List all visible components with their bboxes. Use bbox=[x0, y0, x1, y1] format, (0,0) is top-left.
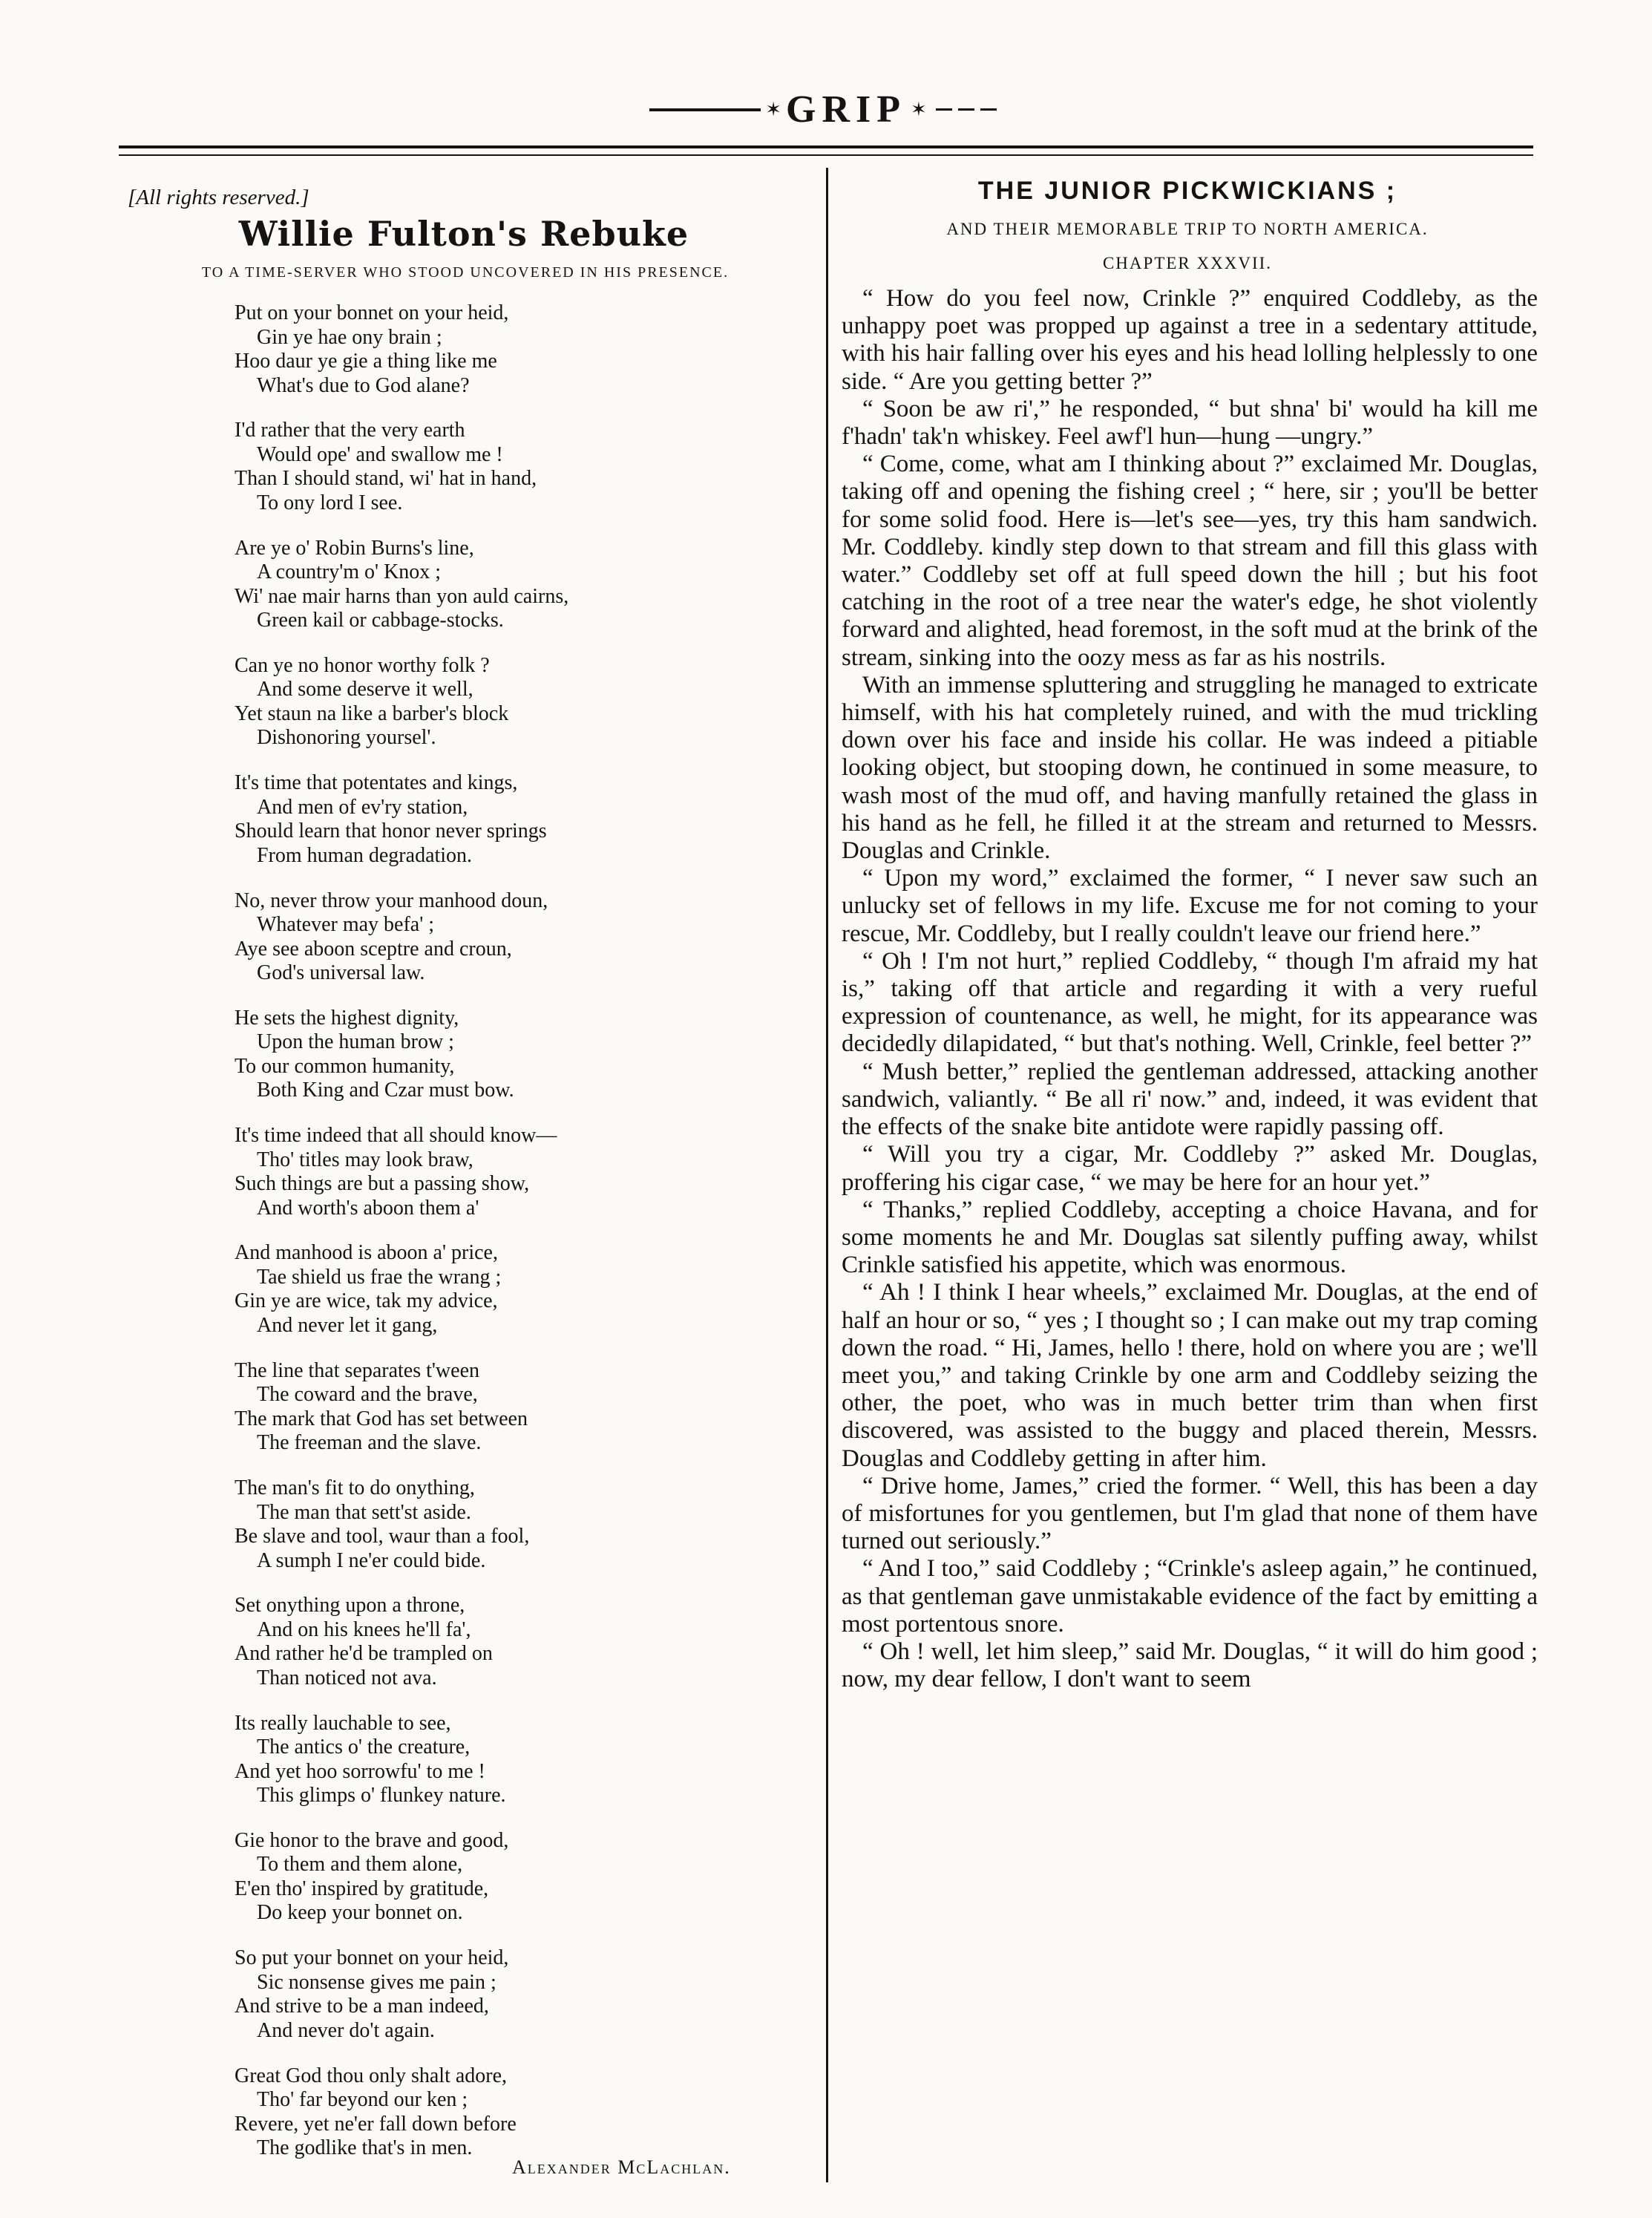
poem-line: Tho' titles may look braw, bbox=[257, 1148, 473, 1171]
poem-line: And men of ev'ry station, bbox=[257, 795, 468, 819]
poem-stanza bbox=[235, 537, 799, 633]
poem-line: Put on your bonnet on your heid, bbox=[235, 301, 509, 324]
poem-line: The coward and the brave, bbox=[257, 1383, 478, 1407]
poem-line: Both King and Czar must bow. bbox=[257, 1079, 514, 1102]
masthead bbox=[0, 88, 1652, 131]
poem-line: Green kail or cabbage-stocks. bbox=[257, 609, 504, 632]
poem-stanza bbox=[235, 771, 799, 868]
poem-stanza bbox=[235, 1241, 799, 1338]
poem-line: Tho' far beyond our ken ; bbox=[257, 2088, 468, 2111]
poem-line: The freeman and the slave. bbox=[257, 1431, 482, 1455]
article-paragraph: “ Oh ! I'm not hurt,” replied Coddleby, “ though I'm afraid my hat is,” taking off that article and regarding it with a very rueful expression of countenance, as well, he might, for its appearance was decidedly dilapidated, “ but that's nothing. Well, Crinkle, feel better ?” bbox=[842, 947, 1538, 1058]
poem-title: Willie Fulton's Rebuke bbox=[238, 214, 689, 254]
poem-stanza bbox=[235, 889, 799, 986]
poem-line: No, never throw your manhood doun, bbox=[235, 889, 548, 912]
poem-stanza bbox=[235, 1712, 799, 1808]
poem-line: Tae shield us frae the wrang ; bbox=[257, 1265, 502, 1289]
poem-line: To them and them alone, bbox=[257, 1853, 463, 1877]
poem-line: E'en tho' inspired by gratitude, bbox=[235, 1877, 489, 1900]
poem-line: Upon the human brow ; bbox=[257, 1030, 454, 1054]
poem-line: Do keep your bonnet on. bbox=[257, 1901, 463, 1925]
poem-line: Whatever may befa' ; bbox=[257, 913, 435, 936]
masthead-rule-left bbox=[649, 108, 761, 111]
poem-line: Gie honor to the brave and good, bbox=[235, 1828, 509, 1852]
poem-line: The mark that God has set between bbox=[235, 1407, 528, 1430]
poem-line: Sic nonsense gives me pain ; bbox=[257, 1970, 496, 1994]
poem-line: Be slave and tool, waur than a fool, bbox=[235, 1525, 530, 1548]
poem-line: Aye see aboon sceptre and croun, bbox=[235, 937, 512, 961]
article-subtitle: AND THEIR MEMORABLE TRIP TO NORTH AMERICA. bbox=[946, 220, 1429, 238]
poem-line: The antics o' the creature, bbox=[257, 1736, 471, 1759]
poem-line: And yet hoo sorrowfu' to me ! bbox=[235, 1759, 485, 1783]
poem-line: Are ye o' Robin Burns's line, bbox=[235, 536, 474, 560]
poem-line: I'd rather that the very earth bbox=[235, 419, 465, 442]
article-paragraph: “ How do you feel now, Crinkle ?” enquired Coddleby, as the unhappy poet was propped up against a tree in a sedentary attitude, with his hair falling over his eyes and his head lolling helplessly to one side. “ Are you getting better ?” bbox=[842, 285, 1538, 395]
article-paragraph: With an immense spluttering and struggling he managed to extricate himself, with his hat completely ruined, and with the mud trickling down over his face and inside his collar. He was indeed a pitiable looking object, but stooping down, he continued in some measure, to wash most of the mud off, and having manfully retained the glass in his hand as he fell, he filled it at the stream and returned to Messrs. Douglas and Crinkle. bbox=[842, 671, 1538, 865]
poem-line: Such things are but a passing show, bbox=[235, 1172, 530, 1196]
poem-stanza bbox=[235, 1124, 799, 1220]
poem-line: Should learn that honor never springs bbox=[235, 820, 547, 843]
poem-stanza bbox=[235, 1359, 799, 1456]
poem-line: And strive to be a man indeed, bbox=[235, 1995, 489, 2018]
header-rule-thick bbox=[119, 145, 1533, 148]
masthead-star-icon: ✶ bbox=[765, 98, 781, 120]
poem-stanza bbox=[235, 301, 799, 398]
poem-stanza bbox=[235, 2064, 799, 2161]
poem-author: Alexander McLachlan. bbox=[512, 2156, 731, 2178]
article-paragraph: “ And I too,” said Coddleby ; “Crinkle's asleep again,” he continued, as that gentleman gave unmistakable evidence of the fact by emitting a most portentous snore. bbox=[842, 1555, 1538, 1638]
poem-line: And never do't again. bbox=[257, 2018, 435, 2042]
poem-line: Would ope' and swallow me ! bbox=[257, 442, 503, 466]
poem-line: The man that sett'st aside. bbox=[257, 1500, 471, 1524]
poem-line: Gin ye hae ony brain ; bbox=[257, 325, 442, 349]
poem-line: Dishonoring yoursel'. bbox=[257, 726, 436, 750]
article-body bbox=[842, 285, 1538, 1693]
article-paragraph: “ Upon my word,” exclaimed the former, “ I never saw such an unlucky set of fellows in my life. Excuse me for not coming to your rescue, Mr. Coddleby, but I really couldn't leave our friend here.” bbox=[842, 865, 1538, 947]
poem-stanza bbox=[235, 1594, 799, 1690]
masthead-rule-right bbox=[936, 108, 1003, 111]
article-paragraph: “ Ah ! I think I hear wheels,” exclaimed Mr. Douglas, at the end of half an hour or so, “ yes ; I thought so ; I can make out my trap coming down the road. “ Hi, James, hello ! there, hold on where you are ; we'll meet you,” and taking Crinkle by one arm and Coddleby seizing the other, the poet, who was in much better trim than when first discovered, was assisted to the buggy and placed therein, Messrs. Douglas and Coddleby getting in after him. bbox=[842, 1279, 1538, 1472]
article-title: THE JUNIOR PICKWICKIANS ; bbox=[977, 177, 1397, 205]
article-paragraph: “ Will you try a cigar, Mr. Coddleby ?” asked Mr. Douglas, proffering his cigar case, “ we may be here for an hour yet.” bbox=[842, 1141, 1538, 1196]
poem-line: Revere, yet ne'er fall down before bbox=[235, 2112, 517, 2136]
poem-dedication: TO A TIME-SERVER WHO STOOD UNCOVERED IN HIS PRESENCE. bbox=[201, 264, 730, 281]
poem-stanza bbox=[235, 654, 799, 750]
poem-stanza bbox=[235, 1829, 799, 1926]
poem-line: And manhood is aboon a' price, bbox=[235, 1241, 498, 1265]
header-rule-thin bbox=[119, 154, 1533, 156]
poem-line: Than I should stand, wi' hat in hand, bbox=[235, 467, 537, 491]
poem-line: So put your bonnet on your heid, bbox=[235, 1946, 509, 1970]
poem-line: This glimps o' flunkey nature. bbox=[257, 1784, 506, 1808]
column-divider bbox=[826, 168, 828, 2182]
article-chapter: CHAPTER XXXVII. bbox=[1102, 254, 1273, 272]
poem-stanza bbox=[235, 1007, 799, 1103]
masthead-star-icon: ✶ bbox=[911, 98, 927, 120]
poem-line: And on his knees he'll fa', bbox=[257, 1617, 471, 1641]
poem-line: And some deserve it well, bbox=[257, 678, 473, 701]
poem-line: Can ye no honor worthy folk ? bbox=[235, 653, 490, 677]
poem-line: From human degradation. bbox=[257, 843, 473, 867]
article-paragraph: “ Mush better,” replied the gentleman addressed, attacking another sandwich, valiantly. “ Be all ri' now.” and, indeed, it was evident that the effects of the snake bite antidote were rapidly passing off. bbox=[842, 1058, 1538, 1141]
poem-line: A country'm o' Knox ; bbox=[257, 560, 442, 584]
poem-line: It's time indeed that all should know— bbox=[235, 1124, 557, 1148]
poem-line: And worth's aboon them a' bbox=[257, 1196, 479, 1220]
poem-line: Great God thou only shalt adore, bbox=[235, 2064, 508, 2087]
poem-line: Than noticed not ava. bbox=[257, 1666, 437, 1689]
article-paragraph: “ Come, come, what am I thinking about ?” exclaimed Mr. Douglas, taking off and opening the fishing creel ; “ here, sir ; you'll be better for some solid food. Here is—let's see—yes, try this ham sandwich. Mr. Coddleby. kindly step down to that stream and fill this glass with water.” Coddleby set off at full speed down the hill ; but his foot catching in the root of a tree near the water's edge, he shot violently forward and alighted, head foremost, in the soft mud at the brink of the stream, sinking into the oozy mess as far as his nostrils. bbox=[842, 451, 1538, 671]
poem-line: He sets the highest dignity, bbox=[235, 1006, 459, 1030]
article-paragraph: “ Drive home, James,” cried the former. “ Well, this has been a day of misfortunes for you gentlemen, but I'm glad that none of them have turned out seriously.” bbox=[842, 1472, 1538, 1555]
poem-line: Yet staun na like a barber's block bbox=[235, 701, 509, 725]
masthead-title: GRIP bbox=[786, 88, 906, 131]
poem-line: The godlike that's in men. bbox=[257, 2136, 473, 2159]
poem-line: It's time that potentates and kings, bbox=[235, 771, 518, 795]
article-paragraph: “ Thanks,” replied Coddleby, accepting a choice Havana, and for some moments he and Mr. Douglas sat silently puffing away, whilst Crinkle satisfied his appetite, which was enormous. bbox=[842, 1196, 1538, 1279]
poem-line: Set onything upon a throne, bbox=[235, 1594, 465, 1617]
poem-line: To our common humanity, bbox=[235, 1054, 455, 1078]
poem-line: Its really lauchable to see, bbox=[235, 1711, 451, 1735]
poem-line: The man's fit to do onything, bbox=[235, 1476, 475, 1499]
poem-line: The line that separates t'ween bbox=[235, 1358, 480, 1382]
poem-stanza bbox=[235, 1946, 799, 2043]
poem-stanza bbox=[235, 1476, 799, 1573]
poem-line: And never let it gang, bbox=[257, 1313, 438, 1337]
article-paragraph: “ Soon be aw ri',” he responded, “ but shna' bi' would ha kill me f'hadn' tak'n whiskey. Feel awf'l hun—hung —ungry.” bbox=[842, 395, 1538, 451]
rights-notice: [All rights reserved.] bbox=[128, 186, 309, 209]
poem-line: Gin ye are wice, tak my advice, bbox=[235, 1289, 498, 1313]
poem-line: What's due to God alane? bbox=[257, 373, 470, 397]
poem-line: A sumph I ne'er could bide. bbox=[257, 1548, 486, 1572]
poem-line: God's universal law. bbox=[257, 961, 425, 984]
poem-stanza bbox=[235, 419, 799, 515]
poem-line: Wi' nae mair harns than yon auld cairns, bbox=[235, 584, 569, 608]
poem-line: Hoo daur ye gie a thing like me bbox=[235, 350, 497, 373]
poem-line: And rather he'd be trampled on bbox=[235, 1642, 493, 1666]
poem-line: To ony lord I see. bbox=[257, 491, 403, 514]
article-paragraph: “ Oh ! well, let him sleep,” said Mr. Douglas, “ it will do him good ; now, my dear fellow, I don't want to seem bbox=[842, 1638, 1538, 1693]
